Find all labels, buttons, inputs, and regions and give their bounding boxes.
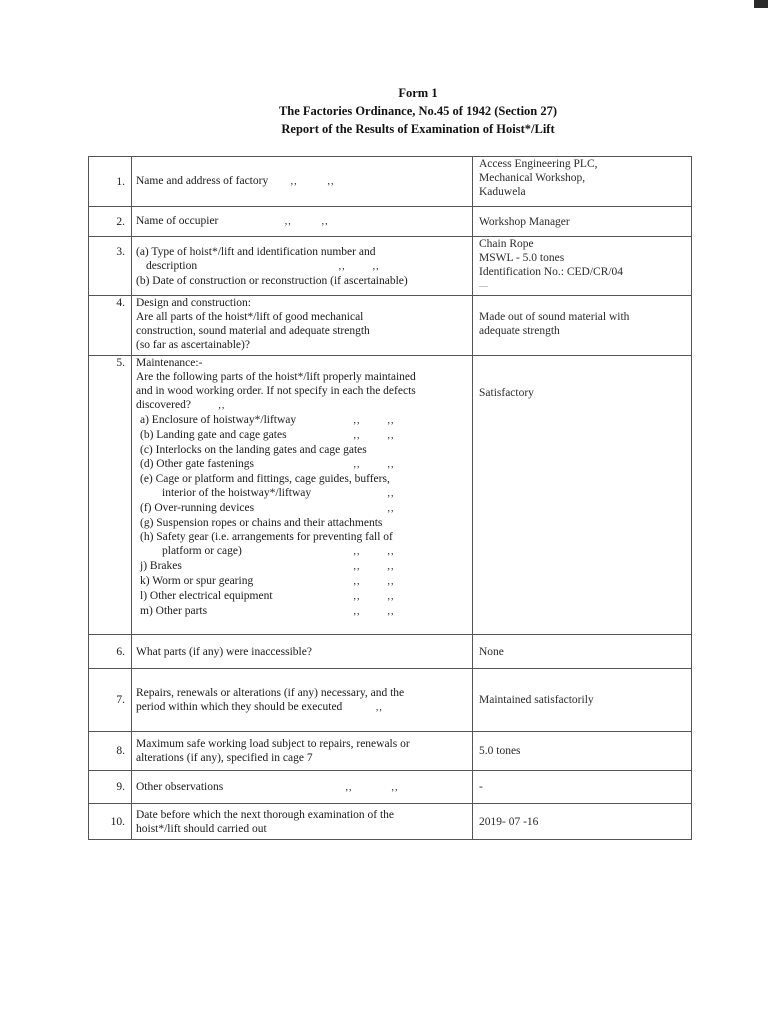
- report-title: Report of the Results of Examination of Hoist*/Lift: [281, 122, 555, 136]
- list-item: [140, 486, 472, 501]
- question-line: Are all parts of the hoist*/lift of good mechanical: [136, 311, 364, 323]
- list-item: [140, 559, 472, 574]
- question-cell: [132, 771, 473, 804]
- answer-cell: -: [473, 771, 692, 804]
- answer-line: Made out of sound material with: [479, 311, 630, 323]
- ditto-mark: ,,: [345, 781, 353, 793]
- item-text: m) Other parts: [140, 605, 208, 617]
- question-line: alterations (if any), specified in cage 7: [136, 752, 313, 764]
- list-item: (h) Safety gear (i.e. arrangements for preventing fall of: [140, 531, 393, 543]
- item-text: j) Brakes: [140, 560, 182, 572]
- answer-cell: Maintained satisfactorily: [473, 669, 692, 732]
- ditto-mark: ,,: [387, 488, 395, 499]
- ditto-mark: ,,: [387, 561, 395, 572]
- answer-line: Identification No.: CED/CR/04: [479, 266, 624, 278]
- answer-cell: Workshop Manager: [473, 207, 692, 237]
- ditto-mark: ,,: [327, 176, 335, 187]
- question-cell: What parts (if any) were inaccessible?: [132, 635, 473, 669]
- answer-cell: [473, 296, 692, 356]
- ditto-mark: ,,: [387, 591, 395, 602]
- question-cell: [132, 356, 473, 635]
- row-number: 3.: [89, 237, 132, 296]
- ditto-mark: ,,: [353, 591, 361, 602]
- list-item: [140, 501, 472, 516]
- ditto-mark: ,,: [372, 261, 380, 272]
- question-line: and in wood working order. If not specify in each the defects: [136, 385, 416, 397]
- question-cell: [132, 237, 473, 296]
- answer-line: Chain Rope: [479, 238, 534, 250]
- table-row: [89, 635, 692, 669]
- question-cell: [132, 207, 473, 237]
- ditto-mark: ,,: [353, 546, 361, 557]
- answer-cell: [473, 157, 692, 207]
- question-cell: [132, 669, 473, 732]
- answer-cell: 2019- 07 -16: [473, 804, 692, 840]
- question-line: Are the following parts of the hoist*/lift properly maintained: [136, 371, 416, 383]
- ordinance-title: The Factories Ordinance, No.45 of 1942 (Section 27): [278, 104, 558, 118]
- row-number: 2.: [89, 207, 132, 237]
- ditto-mark: ,,: [353, 459, 361, 470]
- table-row: [89, 732, 692, 771]
- list-item: (g) Suspension ropes or chains and their attachments: [140, 517, 383, 529]
- ditto-mark: ,,: [353, 561, 361, 572]
- question-line: Maintenance:-: [136, 357, 203, 369]
- ditto-mark: ,,: [387, 503, 395, 514]
- list-item: (e) Cage or platform and fittings, cage guides, buffers,: [140, 473, 390, 485]
- item-text: l) Other electrical equipment: [140, 590, 273, 602]
- ditto-mark: ,,: [391, 781, 399, 793]
- item-text: k) Worm or spur gearing: [140, 575, 254, 587]
- question-line: (b) Date of construction or reconstruction (if ascertainable): [136, 275, 408, 287]
- answer-line: Access Engineering PLC,: [479, 158, 598, 170]
- ditto-mark: ,,: [353, 430, 361, 441]
- item-text: platform or cage): [162, 545, 242, 557]
- item-text: (f) Over-running devices: [140, 502, 255, 514]
- item-text: interior of the hoistway*/liftway: [162, 487, 312, 499]
- table-row: [89, 669, 692, 732]
- question-line: Design and construction:: [136, 297, 251, 309]
- row-number: 4.: [89, 296, 132, 356]
- ditto-mark: ,,: [353, 576, 361, 587]
- question-line: [136, 700, 472, 715]
- ditto-mark: ,,: [387, 546, 395, 557]
- table-row: [89, 207, 692, 237]
- ditto-mark: ,,: [290, 176, 298, 187]
- answer-line: adequate strength: [479, 325, 560, 337]
- answer-line: MSWL - 5.0 tones: [479, 252, 565, 264]
- form-header: [0, 84, 768, 138]
- answer-line: Kaduwela: [479, 186, 526, 198]
- item-text: a) Enclosure of hoistway*/liftway: [140, 414, 297, 426]
- question-line: Maximum safe working load subject to repairs, renewals or: [136, 738, 410, 750]
- list-item: (c) Interlocks on the landing gates and cage gates: [140, 444, 367, 456]
- list-item: [140, 413, 472, 428]
- row-number: 8.: [89, 732, 132, 771]
- question-text: Other observations: [136, 780, 224, 793]
- list-item: [140, 457, 472, 472]
- question-line: Repairs, renewals or alterations (if any) necessary, and the: [136, 686, 405, 699]
- question-cell: [132, 732, 473, 771]
- table-row: [89, 157, 692, 207]
- row-number: 5.: [89, 356, 132, 635]
- list-item: [140, 544, 472, 559]
- ditto-mark: ,,: [387, 430, 395, 441]
- examination-table: [88, 156, 692, 840]
- table-row: [89, 771, 692, 804]
- row-number: 1.: [89, 157, 132, 207]
- table-row: [89, 296, 692, 356]
- table-row: [89, 804, 692, 840]
- question-text: discovered?: [136, 399, 191, 411]
- table-row: [89, 237, 692, 296]
- list-item: [140, 604, 472, 619]
- answer-cell: None: [473, 635, 692, 669]
- question-text: Name and address of factory: [136, 175, 269, 187]
- question-line: (a) Type of hoist*/lift and identification number and: [136, 246, 376, 258]
- question-line: Date before which the next thorough examination of the: [136, 808, 395, 821]
- row-number: 7.: [89, 669, 132, 732]
- item-text: (b) Landing gate and cage gates: [140, 429, 287, 441]
- ditto-mark: ,,: [353, 606, 361, 617]
- row-number: 10.: [89, 804, 132, 840]
- answer-line: Mechanical Workshop,: [479, 172, 586, 184]
- answer-cell: Satisfactory: [473, 356, 692, 635]
- maintenance-items: [136, 413, 472, 619]
- question-text: description: [146, 260, 198, 272]
- ditto-mark: ,,: [387, 576, 395, 587]
- scan-edge-mark: [754, 0, 768, 8]
- ditto-mark: ,,: [353, 415, 361, 426]
- list-item: [140, 589, 472, 604]
- answer-line: —: [479, 281, 488, 291]
- question-cell: [132, 296, 473, 356]
- question-cell: [132, 804, 473, 840]
- ditto-mark: ,,: [284, 216, 292, 227]
- question-line: (so far as ascertainable)?: [136, 339, 250, 351]
- question-line: [136, 398, 472, 413]
- ditto-mark: ,,: [375, 701, 383, 713]
- question-cell: [132, 157, 473, 207]
- question-line: hoist*/lift should carried out: [136, 822, 267, 835]
- question-line: construction, sound material and adequate strength: [136, 325, 370, 337]
- ditto-mark: ,,: [321, 216, 329, 227]
- item-text: (d) Other gate fastenings: [140, 458, 255, 470]
- question-text: Name of occupier: [136, 215, 219, 227]
- ditto-mark: ,,: [387, 459, 395, 470]
- answer-cell: 5.0 tones: [473, 732, 692, 771]
- question-line: [136, 259, 472, 274]
- ditto-mark: ,,: [218, 400, 226, 411]
- list-item: [140, 574, 472, 589]
- table-row: [89, 356, 692, 635]
- question-text: period within which they should be executed: [136, 700, 343, 713]
- ditto-mark: ,,: [387, 415, 395, 426]
- row-number: 9.: [89, 771, 132, 804]
- ditto-mark: ,,: [387, 606, 395, 617]
- list-item: [140, 428, 472, 443]
- row-number: 6.: [89, 635, 132, 669]
- ditto-mark: ,,: [338, 261, 346, 272]
- form-number: Form 1: [398, 86, 438, 100]
- answer-cell: [473, 237, 692, 296]
